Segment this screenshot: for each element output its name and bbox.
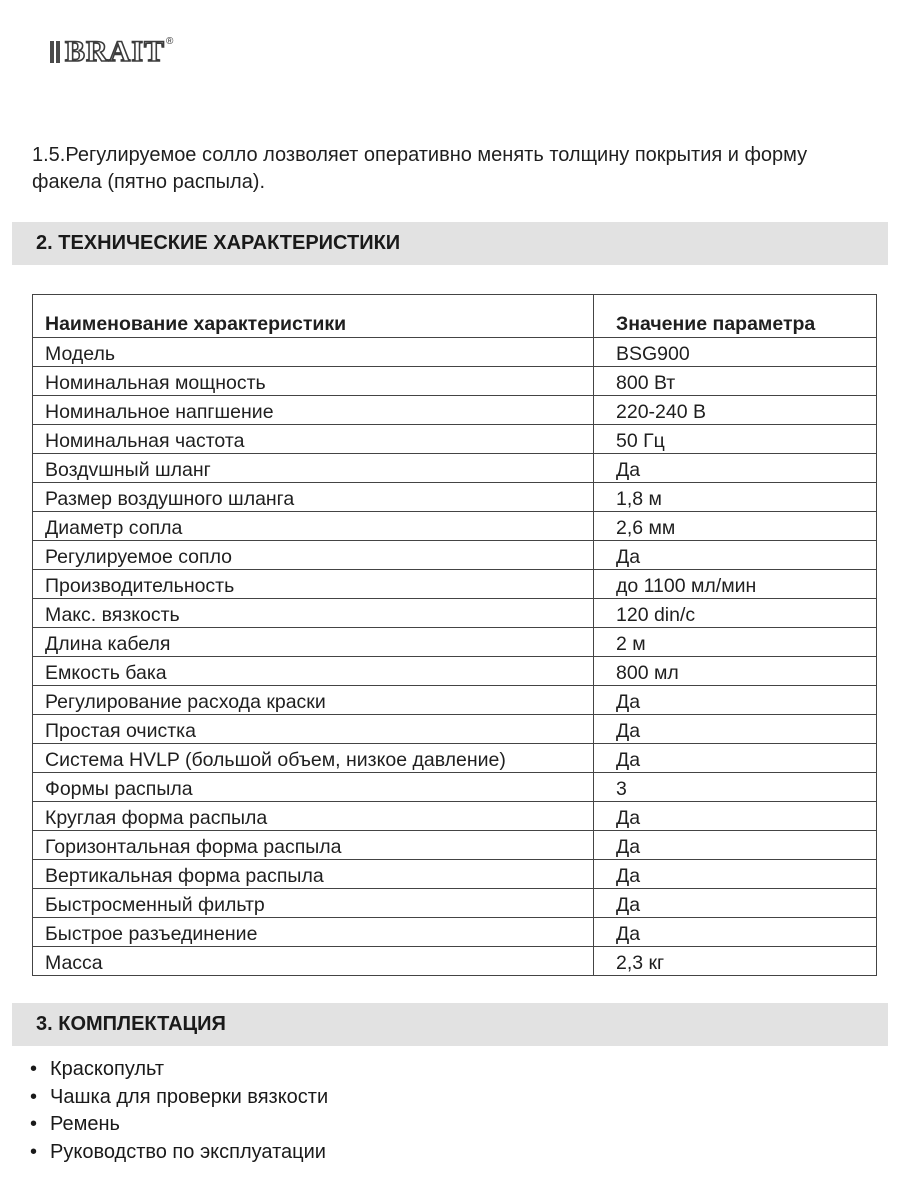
spec-name-cell: Размер воздушного шланга	[33, 483, 594, 512]
section-header-kit	[12, 1003, 888, 1046]
table-row	[33, 947, 877, 976]
table-row	[33, 570, 877, 599]
table-row	[33, 599, 877, 628]
list-item-label: Руководство по эксплуатации	[50, 1140, 326, 1163]
specs-table-body	[33, 338, 877, 976]
section-title-specs: 2. ТЕХНИЧЕСКИЕ ХАРАКТЕРИСТИКИ	[36, 232, 401, 254]
spec-name-cell: Длина кабеля	[33, 628, 594, 657]
spec-value-cell: Да	[594, 831, 877, 860]
spec-value-cell: 50 Гц	[594, 425, 877, 454]
spec-value-cell: 2,6 мм	[594, 512, 877, 541]
table-row	[33, 918, 877, 947]
spec-value-cell: Да	[594, 686, 877, 715]
table-row	[33, 454, 877, 483]
logo-mark-icon	[50, 41, 62, 63]
table-row	[33, 657, 877, 686]
spec-value-cell: Да	[594, 715, 877, 744]
column-header-value: Значение параметра	[594, 295, 877, 338]
spec-value-cell: Да	[594, 889, 877, 918]
spec-name-cell: Макс. вязкость	[33, 599, 594, 628]
bullet-icon: •	[30, 1085, 38, 1108]
spec-name-cell: Модель	[33, 338, 594, 367]
table-row	[33, 744, 877, 773]
spec-name-cell: Круглая форма распыла	[33, 802, 594, 831]
list-item	[30, 1111, 328, 1139]
list-item	[30, 1056, 328, 1084]
table-row	[33, 831, 877, 860]
table-row	[33, 541, 877, 570]
spec-name-cell: Вертикальная форма распыла	[33, 860, 594, 889]
spec-name-cell: Быстросменный фильтр	[33, 889, 594, 918]
spec-value-cell: 800 мл	[594, 657, 877, 686]
bullet-icon: •	[30, 1113, 38, 1135]
spec-value-cell: 1,8 м	[594, 483, 877, 512]
spec-value-cell: 3	[594, 773, 877, 802]
spec-value-cell: 2 м	[594, 628, 877, 657]
spec-name-cell: Простая очистка	[33, 715, 594, 744]
spec-name-cell: Масса	[33, 947, 594, 976]
table-row	[33, 686, 877, 715]
spec-value-cell: BSG900	[594, 338, 877, 367]
spec-value-cell: до 1100 мл/мин	[594, 570, 877, 599]
intro-paragraph: 1.5.Регулируемое солло лозволяет оперативно менять толщину покрытия и форму факела (пятно распыла).	[32, 144, 808, 193]
spec-name-cell: Номинальное напгшение	[33, 396, 594, 425]
table-row	[33, 512, 877, 541]
spec-name-cell: Номинальная мощность	[33, 367, 594, 396]
spec-name-cell: Регулирование расхода краски	[33, 686, 594, 715]
spec-value-cell: 220-240 В	[594, 396, 877, 425]
list-item	[30, 1139, 328, 1167]
table-row	[33, 773, 877, 802]
specs-table	[32, 294, 877, 976]
list-item-label: Ремень	[50, 1113, 120, 1135]
bullet-icon: •	[30, 1058, 38, 1080]
spec-name-cell: Емкость бака	[33, 657, 594, 686]
registered-mark: ®	[166, 36, 174, 47]
section-title-kit: 3. КОМПЛЕКТАЦИЯ	[36, 1013, 226, 1035]
table-row	[33, 396, 877, 425]
table-row	[33, 802, 877, 831]
spec-name-cell: Производительность	[33, 570, 594, 599]
table-row	[33, 425, 877, 454]
list-item-label: Чашка для проверки вязкости	[50, 1085, 329, 1108]
spec-value-cell: Да	[594, 802, 877, 831]
table-header-row	[33, 295, 877, 338]
list-item	[30, 1084, 328, 1112]
table-row	[33, 483, 877, 512]
list-item-label: Краскопульт	[50, 1058, 165, 1080]
spec-name-cell: Система HVLP (большой объем, низкое давление)	[33, 744, 594, 773]
spec-value-cell: Да	[594, 918, 877, 947]
column-header-name: Наименование характеристики	[33, 295, 594, 338]
section-header-specs	[12, 222, 888, 265]
table-row	[33, 628, 877, 657]
spec-value-cell: 120 din/c	[594, 599, 877, 628]
spec-name-cell: Диаметр сопла	[33, 512, 594, 541]
spec-value-cell: Да	[594, 541, 877, 570]
spec-value-cell: Да	[594, 454, 877, 483]
spec-value-cell: Да	[594, 744, 877, 773]
spec-name-cell: Горизонтальная форма распыла	[33, 831, 594, 860]
table-row	[33, 889, 877, 918]
kit-list	[30, 1056, 328, 1166]
brand-logo	[50, 32, 173, 72]
spec-value-cell: Да	[594, 860, 877, 889]
spec-value-cell: 800 Вт	[594, 367, 877, 396]
spec-name-cell: Воздvшный шланг	[33, 454, 594, 483]
spec-name-cell: Регулируемое сопло	[33, 541, 594, 570]
table-row	[33, 715, 877, 744]
table-row	[33, 367, 877, 396]
spec-value-cell: 2,3 кг	[594, 947, 877, 976]
spec-name-cell: Быстрое разъединение	[33, 918, 594, 947]
bullet-icon: •	[30, 1140, 38, 1163]
spec-name-cell: Формы распыла	[33, 773, 594, 802]
table-row	[33, 338, 877, 367]
spec-name-cell: Номинальная частота	[33, 425, 594, 454]
table-row	[33, 860, 877, 889]
logo-text: BRAIT	[65, 35, 166, 68]
